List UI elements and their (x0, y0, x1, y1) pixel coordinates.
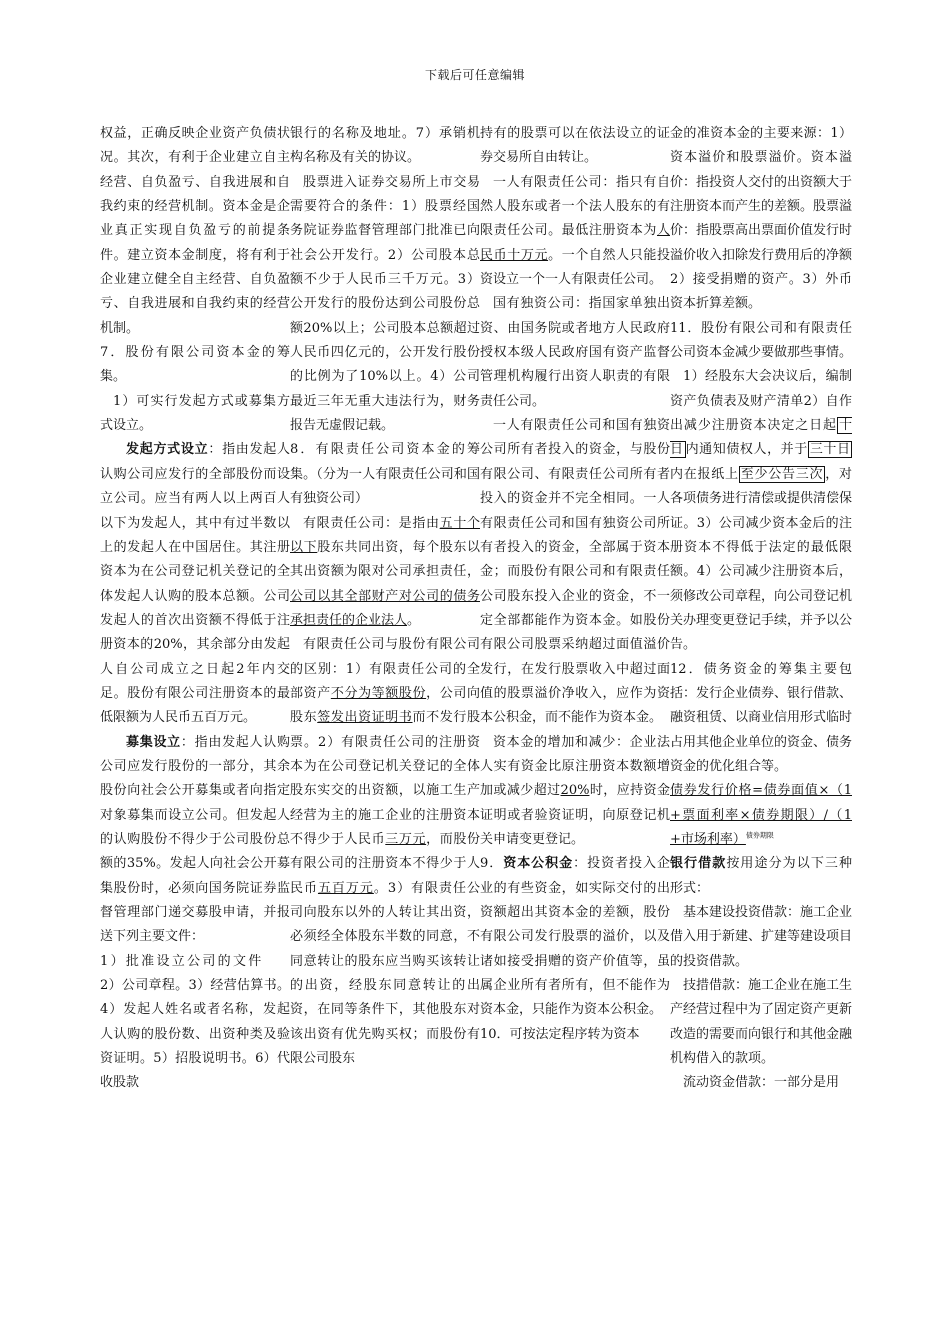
section-heading-8: 8．有限责任公司资本金的筹集。（分为一人有限责任公司和国有独资公司） (290, 442, 480, 507)
paragraph: 金的准资本金的主要来源：1）资本溢价和股票溢价。资本溢价：指投资人交付的出资额大于注册资本而产生的差额。股票溢价：指股票高出票面价值发行时溢价收入扣除发行费用后的净额2）接受捐赠的资产。3）外币资本折算差额。 (670, 126, 853, 312)
paragraph: 银行的名称及地址。7）承销机构名称及有关的协议。 (290, 126, 480, 166)
term-bold: 发起方式设立 (126, 442, 209, 458)
column-1 (100, 122, 290, 1096)
paragraph: 股票进入证券交易所上市交易需要符合的条件：1）股票经国务院证券监督管理部门批准已向社会公开发行。2）公司股本总额不少于人民币三千万元。3）公开发行的股份达到公司股份总额20%以上；公司股本总额超过人民币四亿元的，公开发行股份的比例为了10%以上。4）公司最近三年无重大违法行为，财务报告无虚假记载。 (290, 174, 480, 434)
paragraph: 2）公司章程。3）经营估算书。4）发起人姓名或者名称，发起人认购的股份数、出资种类及验资证明。5）招股说明书。6）代收股款 (100, 978, 290, 1091)
section-heading-9: 9．资本公积金：投资者投入企业的有些资金，如实际交付的出资额超出其资本金的差额，股份有限公司发行股票的溢价，以及诸如接受捐赠的资产价值等，虽属企业所有者所有，但不能作为资本金，只能作为资本公积金。 (480, 856, 670, 1018)
list-item: 1）批准设立公司的文件 (100, 953, 264, 969)
boxed-term: 至少公告三次 (740, 466, 824, 482)
column-2 (290, 122, 480, 1071)
section-heading-12: 12．债务资金的筹集主要包括：发行企业债券、银行借款、融资租赁、以商业信用形式临时占用其他企业单位的资金、债务资金的优化组合等。 (670, 661, 853, 774)
paragraph: 1）可实行发起方式或募集方式设立。 (100, 393, 290, 434)
formula: 债券发行价格=债券面值×（1+票面利率×债券期限）/（1+市场利率）$^{债券期限}$ (670, 783, 852, 847)
boxed-term: 三十日 (809, 442, 850, 458)
section-heading-7: 7．股份有限公司资本金的筹集。 (100, 345, 290, 385)
page-header: 下载后可任意编辑 (424, 68, 525, 82)
paragraph: 有限责任公司与股份有限公司的区别：1）有限责任公司的全部资产不分为等额股份，公司向股东签发出资证明书而不发行股票。2）有限责任公司的注册资本为在公司登记机关登记的全体股东实交的出资额，以施工生产经营为主的施工企业的注册资本不得少于人民币三万元，而股份有限公司的注册资本不得少于人民币五百万元。3）有限责任公司向股东以外的人转让其出资，必须经全体股东半数的同意，不同意转让的股东应当购买该转让的出资，经股东同意转让的出资，在同等条件下，其他股东对该出资有优先购买权；而股份有限公司股东 (290, 637, 480, 1067)
term-bold: 资本公积金 (503, 856, 574, 872)
paragraph: 基本建设投资借款：施工企业借入用于新建、扩建等建设项目的投资借款。 (670, 905, 853, 969)
paragraph: 一人有限责任公司和国有独资公司所有者投入的资金，与股份有限公司、有限责任公司所有者投入的资金并不完全相同。一人有限责任公司和国有独资公司所有者投入的资金，全部属于资本金；而股份有限公司和有限责任公司股东投入企业的资金，不一定全部都能作为资本金。如股份有限公司股票采纳超过面值溢价发行，在发行股票收入中超过面值的股票溢价净收入，应作为资本公积金，而不能作为资本金。 (480, 418, 670, 726)
paragraph: 资本金的增加和减少：企业法人实有资金比原注册资本数额增加或减少超过20%时，应持资金证明或者验资证明，向原登记机关申请变更登记。 (480, 734, 670, 847)
paragraph: 1）经股东大会决议后，编制资产负债表及财产清单2）自作出减少注册资本决定之日起 十日 内通知债权人，并于 三十日内在报纸上 至少公告三次 ，对各项债务进行清偿或提供清偿保证。3）公司减少资本金后的注册资本不得低于法定的最低限额。4）公司减少注册资本后，须修改公司章程，向公司登记机关办理变更登记手续，并予以公告。 (670, 369, 853, 653)
paragraph: 国有独资公司：指国家单独出资、由国务院或者地方人民政府授权本级人民政府国有资产监督管理机构履行出资人职责的有限责任公司。 (480, 296, 670, 409)
paragraph: 权益，正确反映企业资产负债状况。其次，有利于企业建立自主经营、自负盈亏、自我进展和自我约束的经营机制。资本金是企业真正实现自负盈亏的前提条件。建立资本金制度，将有利于企业建立健全自主经营、自负盈亏、自我进展和自我约束的经营机制。 (100, 126, 290, 336)
boxed-term: 十日 (670, 418, 852, 458)
paragraph: 银行借款按用途分为以下三种形式： (670, 856, 852, 896)
column-4 (670, 122, 852, 1096)
column-3 (480, 122, 670, 1047)
term-bold: 募集设立 (126, 734, 181, 750)
section-heading-11: 11．股份有限公司和有限责任公司资本金减少要做那些事情。 (670, 320, 853, 361)
paragraph: 技措借款：施工企业在施工生产经营过程中为了固定资产更新改造的需要而向银行和其他金融机构借入的款项。 (670, 978, 853, 1067)
paragraph: 持有的股票可以在依法设立的证券交易所自由转让。 (480, 126, 670, 166)
paragraph: 发起方式设立：指由发起人认购公司应发行的全部股份而设立公司。应当有两人以上两百人以下为发起人，其中有过半数以上的发起人在中国居住。其注册资本为在公司登记机关登记的全体发起人认购的股本总额。公司发起人的首次出资额不得低于注册资本的20%，其余部分由发起人自公司成立之日起2年内交足。股份有限公司注册资本的最低限额为人民币五百万元。 (100, 442, 290, 726)
paragraph: 一人有限责任公司：指只有自然人股东或者一个法人股东的有限责任公司。最低注册资本为人民币十万元。一个自然人只能投资设立一个一人有限责任公司。 (480, 174, 670, 288)
paragraph: 募集设立：指由发起人认购公司应发行股份的一部分，其余股份向社会公开募集或者向指定对象募集而设立公司。但发起人的认购股份不得少于公司股份总额的35%。发起人向社会公开募集股份时，必须向国务院证券监督管理部门递交募股申请，并报送下列主要文件： (100, 734, 290, 945)
paragraph: 流动资金借款：一部分是用 (683, 1075, 840, 1091)
section-heading-10: 10．可按法定程序转为资本 (480, 1026, 640, 1042)
term-bold: 银行借款 (670, 856, 727, 872)
paragraph: 有限责任公司：是指由五十个以下股东共同出资，每个股东以其出资额为限对公司承担责任，公司以其全部财产对公司的债务承担责任的企业法人。 (290, 515, 480, 628)
